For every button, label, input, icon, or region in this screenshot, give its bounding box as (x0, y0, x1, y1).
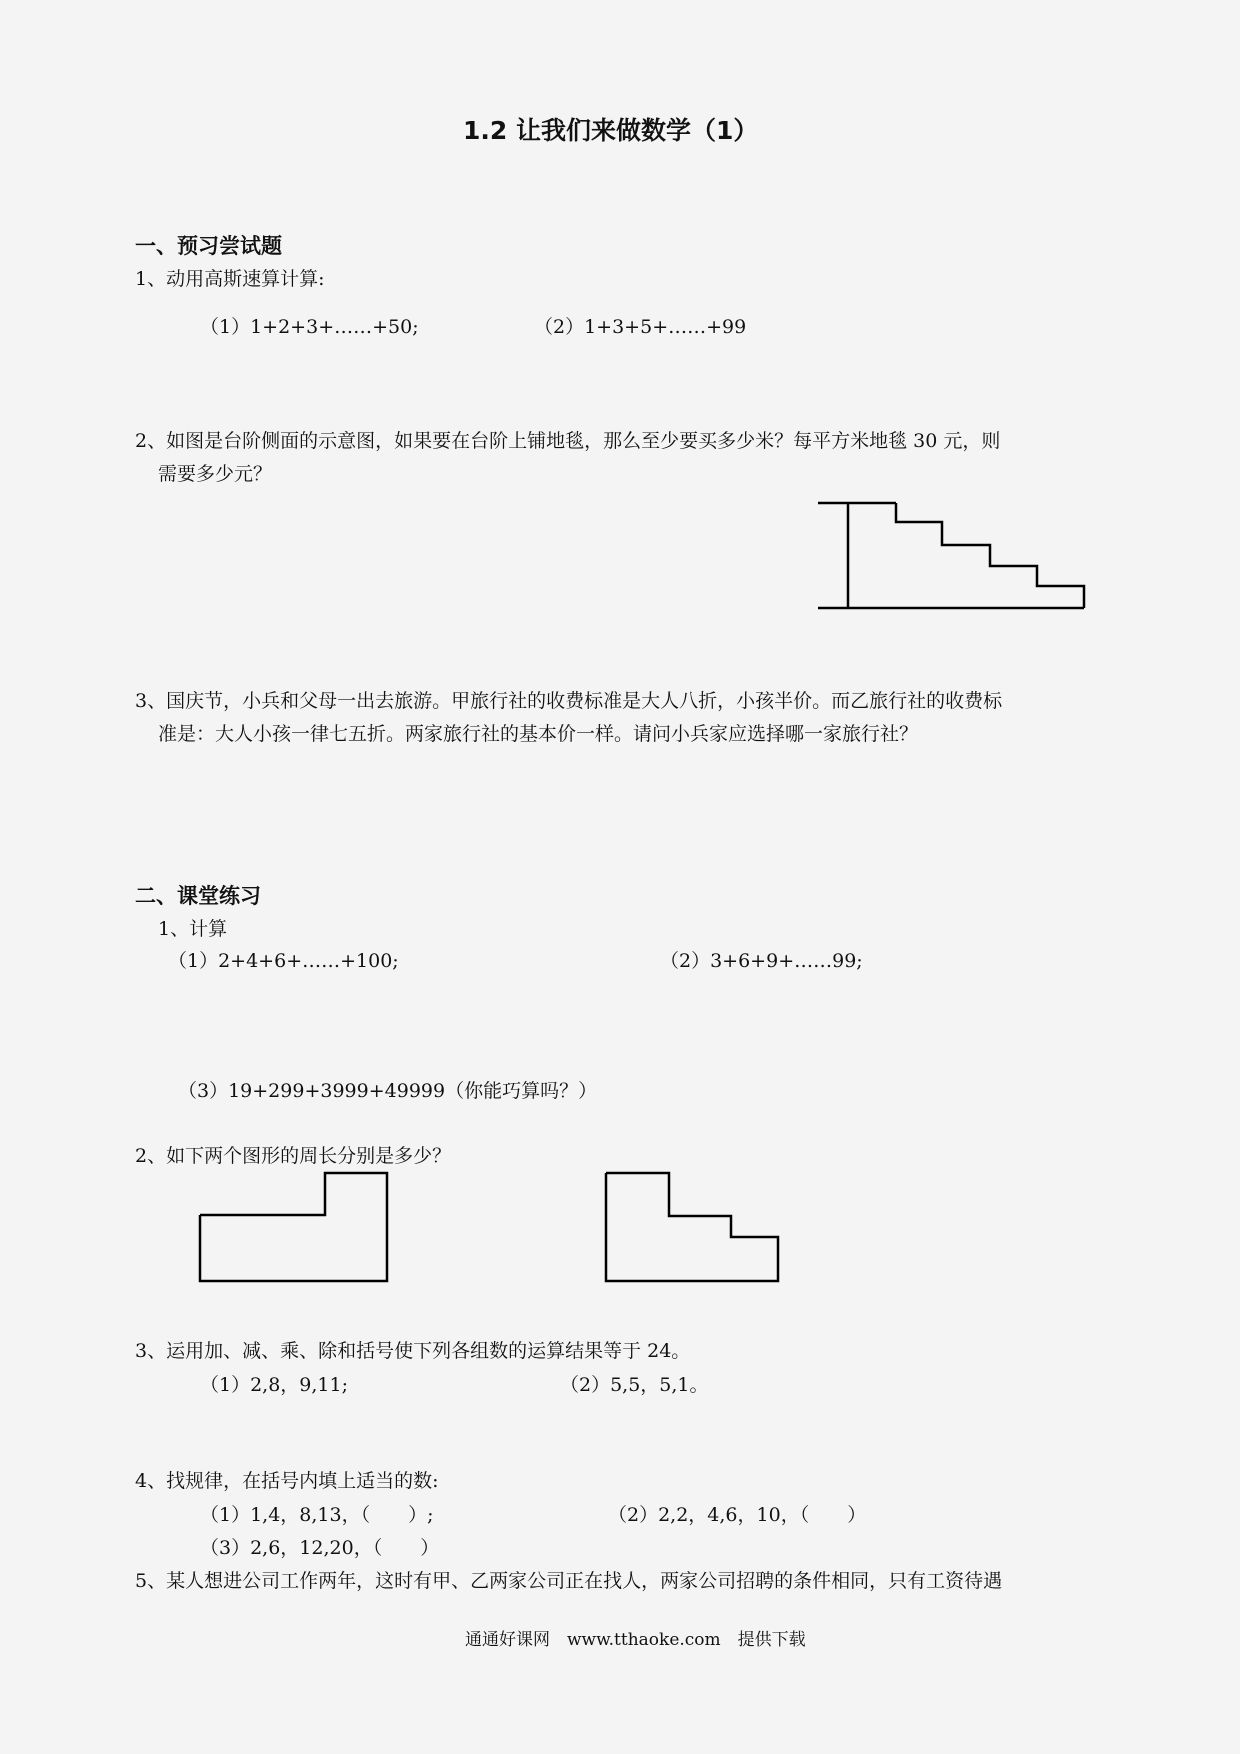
s1-q3-line2: 准是：大人小孩一律七五折。两家旅行社的基本价一样。请问小兵家应选择哪一家旅行社？ (158, 723, 919, 745)
s2-q3-part2: （2）5,5，5,1。 (560, 1374, 709, 1396)
s1-q1-part1: （1）1+2+3+……+50; (200, 316, 419, 338)
s2-q2-text: 2、如下两个图形的周长分别是多少？ (135, 1145, 452, 1167)
s2-q1-part2: （2）3+6+9+……99; (660, 950, 863, 972)
s1-q2-line1: 2、如图是台阶侧面的示意图，如果要在台阶上铺地毯，那么至少要买多少米？每平方米地毯 30 元，则 (135, 430, 1001, 452)
s2-q5-text: 5、某人想进公司工作两年，这时有甲、乙两家公司正在找人，两家公司招聘的条件相同，只有工资待遇 (135, 1570, 1003, 1592)
section-2-heading: 二、课堂练习 (135, 884, 261, 908)
s2-q4-part3: （3）2,6，12,20，（ ） (200, 1537, 440, 1559)
s2-q4-text: 4、找规律，在括号内填上适当的数: (135, 1470, 439, 1492)
page-footer: 通通好课网 www.tthaoke.com 提供下载 (465, 1630, 806, 1650)
s2-q4-part1: （1）1,4，8,13，（ ）; (200, 1504, 434, 1526)
l-shape-figure (200, 1173, 387, 1281)
s2-q3-part1: （1）2,8，9,11; (200, 1374, 349, 1396)
s1-q1-part2: （2）1+3+5+……+99 (534, 316, 747, 338)
s1-q2-line2: 需要多少元？ (158, 463, 273, 485)
s1-q3-line1: 3、国庆节，小兵和父母一出去旅游。甲旅行社的收费标准是大人八折，小孩半价。而乙旅行社的收费标 (135, 690, 1003, 712)
s1-q1-text: 1、动用高斯速算计算: (135, 268, 325, 290)
s2-q1-part3: （3）19+299+3999+49999（你能巧算吗？） (178, 1080, 598, 1102)
step-shape-figure (606, 1173, 778, 1281)
s2-q3-text: 3、运用加、减、乘、除和括号使下列各组数的运算结果等于 24。 (135, 1340, 691, 1362)
section-1-heading: 一、预习尝试题 (135, 234, 282, 258)
s2-q4-part2: （2）2,2，4,6，10，（ ） (608, 1504, 867, 1526)
page-title: 1.2 让我们来做数学（1） (463, 116, 759, 145)
s2-q1-part1: （1）2+4+6+……+100; (168, 950, 399, 972)
s2-q1-text: 1、计算 (158, 918, 228, 940)
